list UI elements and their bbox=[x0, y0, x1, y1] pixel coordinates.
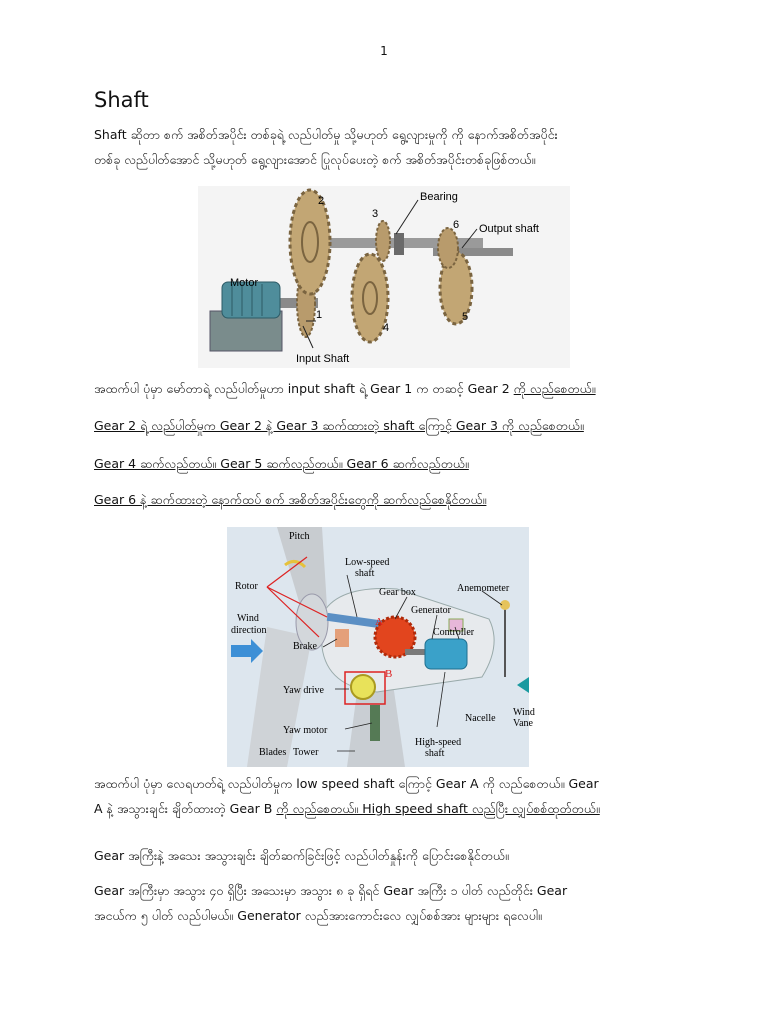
gear-3 bbox=[376, 221, 390, 261]
page-number: 1 bbox=[380, 44, 388, 58]
explain1-line-1-underlined: ကို လည်စေတယ်။ bbox=[513, 381, 596, 396]
explain2-paragraph-1 bbox=[94, 771, 684, 821]
label-input-shaft: Input Shaft bbox=[296, 353, 350, 365]
gear-6 bbox=[438, 228, 458, 268]
explain1-line-1-plain: အထက်ပါ ပုံမှာ မော်တာရဲ့ လည်ပါတ်မှုဟာ input shaft ရဲ့ Gear 1 က တဆင့် Gear 2 bbox=[94, 381, 514, 396]
label-high-speed-shaft-1: High-speed bbox=[415, 737, 462, 748]
label-rotor: Rotor bbox=[235, 581, 258, 592]
label-gear-3: 3 bbox=[372, 208, 379, 220]
label-wind-vane-1: Wind bbox=[513, 707, 535, 718]
label-gear-b: B bbox=[385, 668, 393, 680]
generator-body bbox=[425, 639, 467, 669]
label-nacelle: Nacelle bbox=[465, 713, 496, 724]
gear-train-figure bbox=[198, 186, 570, 368]
label-wind-direction-1: Wind bbox=[237, 613, 259, 624]
label-tower: Tower bbox=[293, 747, 319, 758]
label-gear-1: 1 bbox=[316, 309, 323, 321]
label-anemometer: Anemometer bbox=[457, 583, 510, 594]
intro-line-1: Shaft ဆိုတာ စက် အစိတ်အပိုင်း တစ်ခုရဲ့ လည်ပါတ်မှု သို့မဟုတ် ရွေ့လျားမှုကို ကို နောက်အစိတ်အပိုင်း bbox=[94, 127, 558, 142]
explain2-line-2-plain: A နဲ့ အသွားချင်း ချိတ်ထားတဲ့ Gear B bbox=[94, 801, 277, 816]
label-low-speed-shaft-1: Low-speed bbox=[345, 557, 390, 568]
explain1-line-3: Gear 4 ဆက်လည်တယ်။ Gear 5 ဆက်လည်တယ်။ Gear 6 ဆက်လည်တယ်။ bbox=[94, 456, 469, 471]
bearing bbox=[394, 233, 404, 255]
explain2-line-1: အထက်ပါ ပုံမှာ လေရဟတ်ရဲ့ လည်ပါတ်မှုက low speed shaft ကြောင့် Gear A ကို လည်စေတယ်။ Gear bbox=[94, 776, 599, 791]
explain2-line-4: Gear အကြီးမှာ အသွား ၄၀ ရှိပြီး အသေးမှာ အသွား ၈ ခု ရှိရင် Gear အကြီး ၁ ပါတ် လည်တိုင်း Gear bbox=[94, 883, 568, 898]
label-gear-2: 2 bbox=[318, 195, 325, 207]
label-wind-direction-2: direction bbox=[231, 625, 267, 636]
label-gear-a: A bbox=[375, 616, 383, 628]
label-gear-6: 6 bbox=[453, 219, 460, 231]
label-pitch: Pitch bbox=[289, 531, 310, 542]
label-gear-box: Gear box bbox=[379, 587, 416, 598]
explain1-line-4: Gear 6 နဲ့ ဆက်ထားတဲ့ နောက်ထပ် စက် အစိတ်အပိုင်းတွေကို ဆက်လည်စေနိုင်တယ်။ bbox=[94, 492, 487, 507]
label-motor: Motor bbox=[230, 277, 259, 289]
label-high-speed-shaft-2: shaft bbox=[425, 748, 445, 759]
label-blades: Blades bbox=[259, 747, 287, 758]
label-wind-vane-2: Vane bbox=[513, 718, 533, 729]
high-speed-shaft-bar bbox=[405, 649, 427, 655]
explain1-line-2: Gear 2 ရဲ့ လည်ပါတ်မှုက Gear 2 နဲ့ Gear 3 ဆက်ထားတဲ့ shaft ကြောင့် Gear 3 ကို လည်စေတယ်။ bbox=[94, 418, 584, 433]
explain2-line-2-underlined: ကို လည်စေတယ်။ High speed shaft လည်ပြီး လျှပ်စစ်ထုတ်တယ်။ bbox=[276, 801, 600, 816]
label-bearing: Bearing bbox=[420, 191, 458, 203]
explain2-line-3: Gear အကြီးနဲ့ အသေး အသွားချင်း ချိတ်ဆက်ခြင်းဖြင့် လည်ပါတ်နှုန်းကို ပြောင်းစေနိုင်တယ်။ bbox=[94, 848, 509, 863]
label-low-speed-shaft-2: shaft bbox=[355, 568, 375, 579]
label-yaw-drive: Yaw drive bbox=[283, 685, 324, 696]
label-gear-4: 4 bbox=[383, 322, 390, 334]
label-controller: Controller bbox=[433, 627, 475, 638]
brake-disc bbox=[335, 629, 349, 647]
label-gear-5: 5 bbox=[462, 311, 469, 323]
explain1-line-1 bbox=[94, 376, 684, 401]
label-yaw-motor: Yaw motor bbox=[283, 725, 328, 736]
intro-paragraph bbox=[94, 122, 684, 172]
label-output-shaft: Output shaft bbox=[479, 223, 539, 235]
wind-turbine-figure bbox=[227, 527, 535, 767]
yaw-drive-gear bbox=[351, 675, 375, 699]
explain2-line-5: အငယ်က ၅ ပါတ် လည်ပါမယ်။ Generator လည်အားကောင်းလေ လျှပ်စစ်အား များများ ရလေပါ။ bbox=[94, 908, 542, 923]
explain2-paragraph-2 bbox=[94, 878, 684, 928]
page-title: Shaft bbox=[94, 88, 149, 112]
intro-line-2: တစ်ခု လည်ပါတ်အောင် သို့မဟုတ် ရွေ့လျားအောင် ပြုလုပ်ပေးတဲ့ စက် အစိတ်အပိုင်းတစ်ခုဖြစ်တယ်။ bbox=[94, 152, 536, 167]
label-generator: Generator bbox=[411, 605, 451, 616]
label-brake: Brake bbox=[293, 641, 317, 652]
